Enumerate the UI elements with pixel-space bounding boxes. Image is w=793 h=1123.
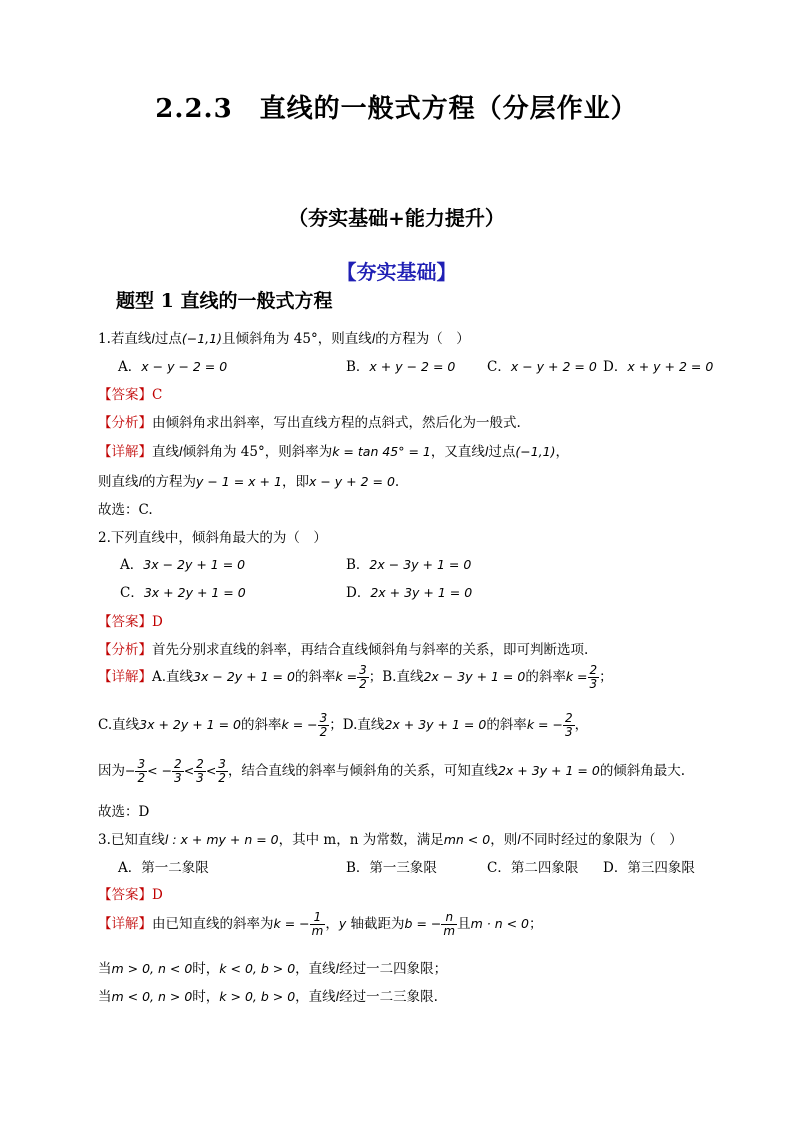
q3-detail-line3: 当m < 0, n > 0时，k > 0, b > 0，直线l经过一二三象限. [98,989,438,1005]
q1-option-a: A．x − y − 2 = 0 [118,359,228,375]
q3-option-b: B．第一三象限 [346,860,437,876]
page-title: 2.2.3 直线的一般式方程（分层作业） [155,94,638,124]
q2-detail-line3: 因为− $\frac{3}{2}$ < − $\frac{2}{3}$ < $\frac{2}{3}$ < $\frac{3}{2}$ ，结合直线的斜率与倾斜角的关系，可知直线2x + 3y + 1 = 0的倾斜角最大. [98,757,686,785]
q2-detail-line1: 【详解】A.直线3x − 2y + 1 = 0的斜率k = $\frac{3}{2}$ ；B.直线2x − 3y + 1 = 0的斜率k = $\frac{2}{3}$ ； [98,663,613,691]
q1-option-c: C．x − y + 2 = 0 [487,359,597,375]
q2-option-a: A．3x − 2y + 1 = 0 [120,557,246,573]
q1-choose: 故选：C. [98,502,153,518]
page-subtitle: （夯实基础+能力提升） [288,206,505,230]
q3-option-c: C．第二四象限 [487,860,579,876]
q1-answer: 【答案】C [98,387,163,403]
q3-detail-line1: 【详解】由已知直线的斜率为k = − $\frac{1}{m}$ ，y 轴截距为b = − $\frac{n}{m}$ 且m · n < 0； [98,910,543,938]
q1-analysis: 【分析】由倾斜角求出斜率，写出直线方程的点斜式，然后化为一般式. [98,415,521,431]
q3-detail-line2: 当m > 0, n < 0时，k < 0, b > 0，直线l经过一二四象限； [98,961,448,977]
q2-choose: 故选：D [98,804,150,820]
q2-option-d: D．2x + 3y + 1 = 0 [346,585,473,601]
q3-stem: 3.已知直线l : x + my + n = 0，其中 m，n 为常数，满足mn < 0，则l不同时经过的象限为（ ） [98,832,683,848]
q1-option-d: D．x + y + 2 = 0 [603,359,714,375]
question-type-heading: 题型 1 直线的一般式方程 [116,290,333,312]
q1-stem: 1.若直线l过点(−1,1)且倾斜角为 45°，则直线l的方程为（ ） [98,331,470,347]
q1-detail: 【详解】直线l倾斜角为 45°，则斜率为k = tan 45° = 1，又直线l过点(−1,1)， [98,444,569,460]
q2-answer: 【答案】D [98,614,163,630]
q2-option-c: C．3x + 2y + 1 = 0 [120,585,246,601]
q3-answer: 【答案】D [98,887,163,903]
q3-option-a: A．第一二象限 [118,860,209,876]
section-heading: 【夯实基础】 [336,260,457,284]
q3-option-d: D．第三四象限 [603,860,695,876]
q1-detail-line2: 则直线l的方程为y − 1 = x + 1，即x − y + 2 = 0. [98,474,400,490]
q2-stem: 2.下列直线中，倾斜角最大的为（ ） [98,530,327,546]
q1-option-b: B．x + y − 2 = 0 [346,359,456,375]
q2-detail-line2: C.直线3x + 2y + 1 = 0的斜率k = − $\frac{3}{2}$ ；D.直线2x + 3y + 1 = 0的斜率k = − $\frac{2}{3}$ ， [98,711,589,739]
q2-analysis: 【分析】首先分别求直线的斜率，再结合直线倾斜角与斜率的关系，即可判断选项. [98,642,589,658]
q2-option-b: B．2x − 3y + 1 = 0 [346,557,472,573]
